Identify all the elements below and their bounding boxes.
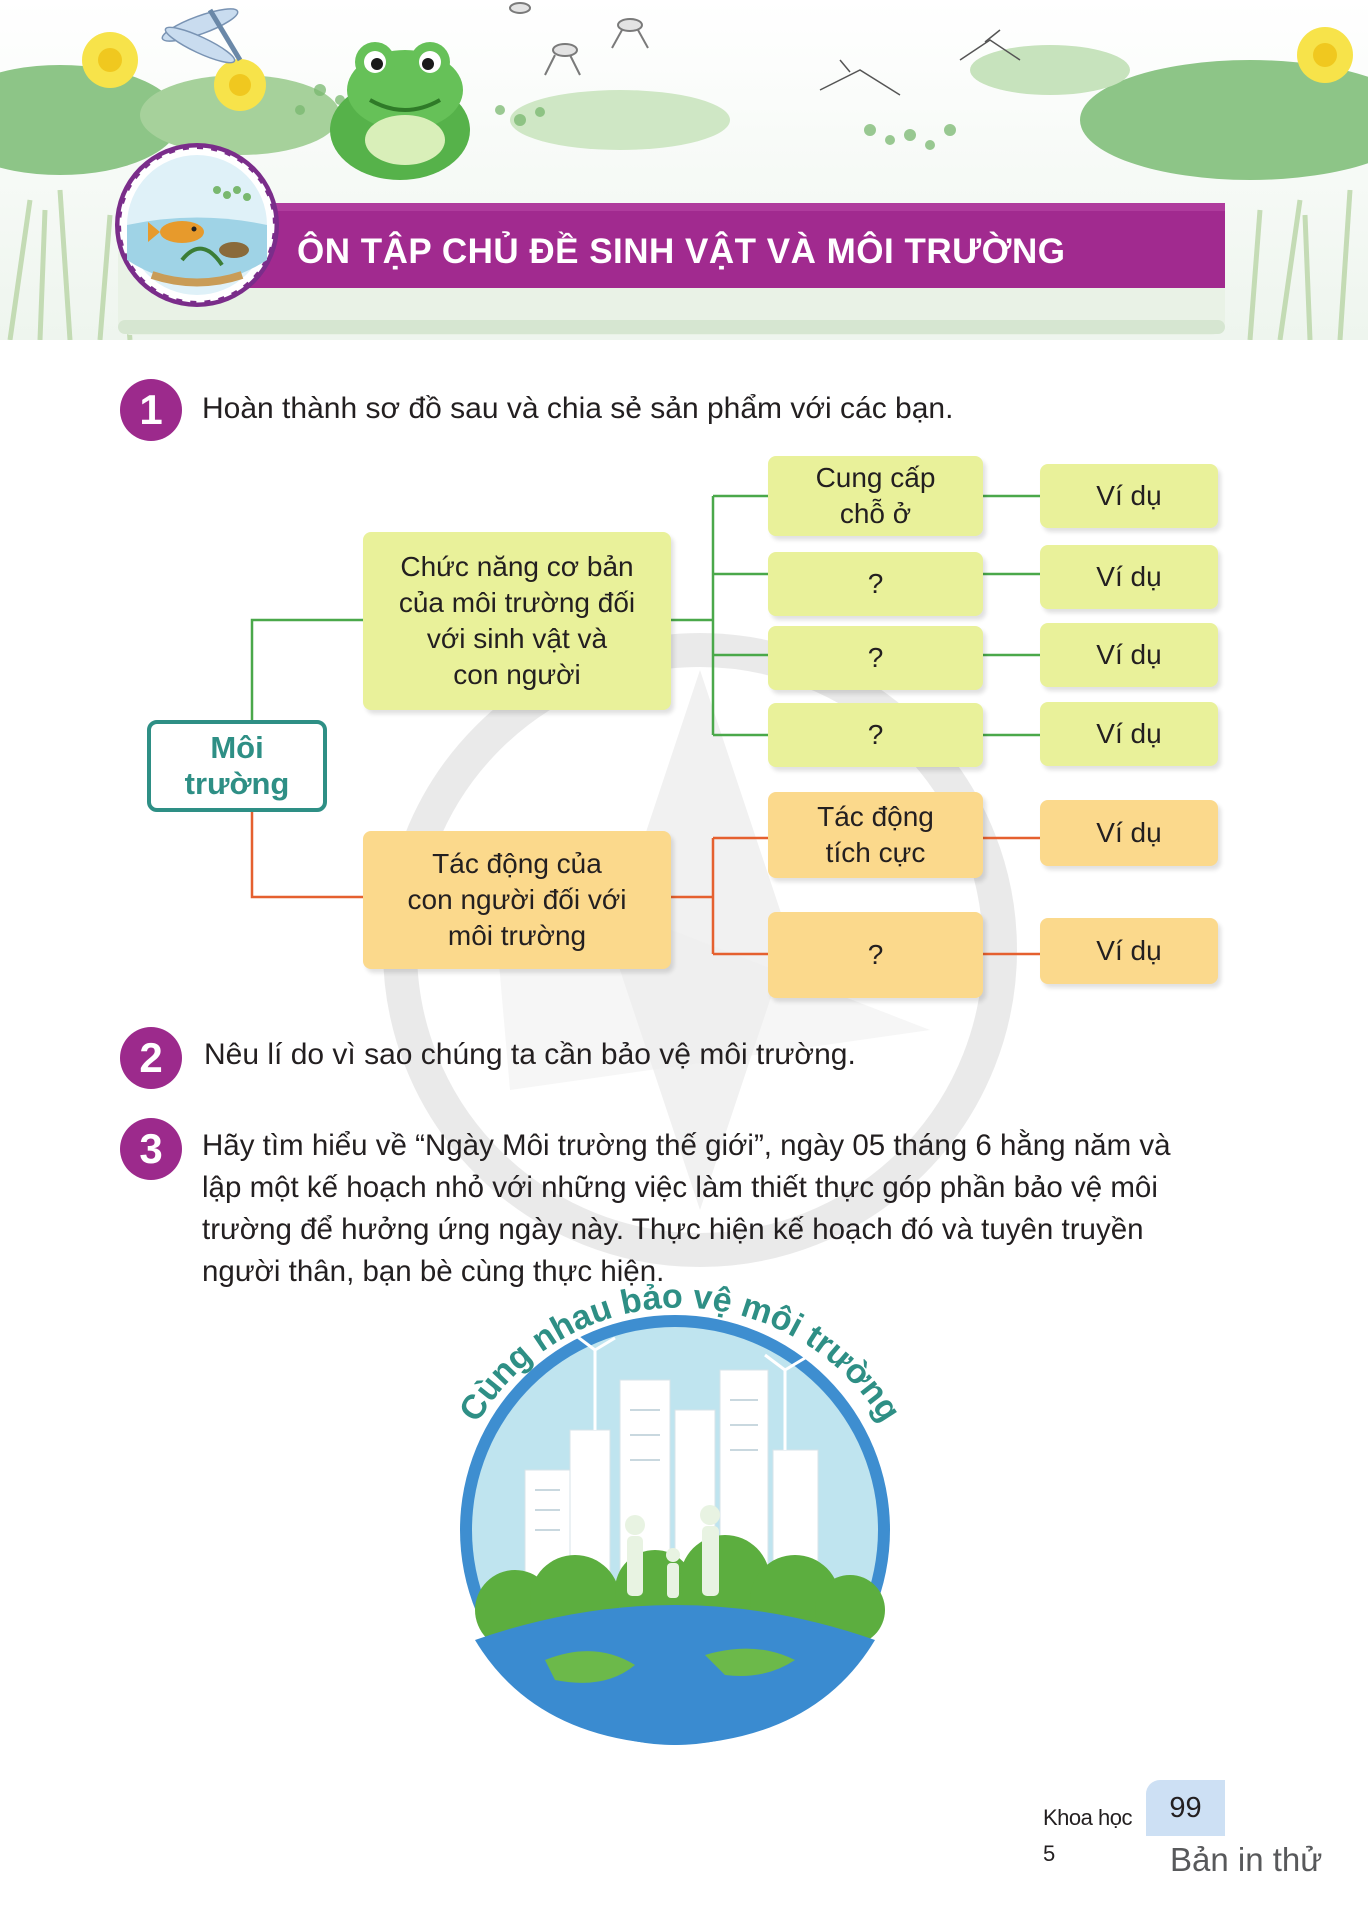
question-3-line: Hãy tìm hiểu về “Ngày Môi trường thế giới”, ngày 05 tháng 6 hằng năm và: [202, 1129, 1171, 1162]
blank-answer-marker: ?: [867, 939, 884, 970]
branch-node-label-line: của môi trường đối: [398, 587, 636, 618]
blank-answer-marker: ?: [867, 568, 884, 599]
branch-node-label-line: Tác động của: [432, 848, 602, 879]
question-2-text: Nêu lí do vì sao chúng ta cần bảo vệ môi trường.: [204, 1038, 856, 1071]
branch-node-functions: [363, 532, 671, 710]
branch-node-human-impact: [363, 831, 671, 969]
child-node-label-line: tích cực: [825, 837, 926, 868]
footer-book-title: Khoa học 5: [1043, 1805, 1132, 1866]
slogan-arc: [430, 1277, 930, 1460]
example-label: Ví dụ: [1096, 561, 1162, 592]
draft-print-note: Bản in thử: [1170, 1841, 1323, 1878]
question-3-line: lập một kế hoạch nhỏ với những việc làm thiết thực góp phần bảo vệ môi: [202, 1171, 1158, 1204]
branch-node-label-line: con người đối với: [407, 884, 627, 915]
child-node-blank-3[interactable]: [768, 626, 983, 690]
branch-node-label-line: con người: [453, 659, 581, 690]
child-node-blank-negative[interactable]: [768, 912, 983, 998]
child-node-label-line: Cung cấp: [815, 462, 936, 493]
branch-node-label-line: Chức năng cơ bản: [400, 551, 634, 582]
child-node-provide-habitat: [768, 456, 983, 536]
mind-map-diagram: [130, 450, 1240, 1010]
svg-text:Cùng nhau bảo vệ môi trường: [452, 1277, 908, 1428]
child-node-blank-4[interactable]: [768, 703, 983, 767]
blank-answer-marker: ?: [867, 719, 884, 750]
example-node[interactable]: [1040, 702, 1218, 766]
branch-node-label-line: với sinh vật và: [426, 623, 608, 654]
question-3-text: [202, 1125, 1232, 1293]
child-node-blank-2[interactable]: [768, 552, 983, 616]
root-node-label: Môi trường: [184, 730, 290, 801]
example-node[interactable]: [1040, 800, 1218, 866]
question-3-line: trường để hưởng ứng ngày này. Thực hiện kế hoạch đó và tuyên truyền: [202, 1213, 1144, 1246]
example-label: Ví dụ: [1096, 817, 1162, 848]
fish-pond-badge-icon: [112, 140, 282, 310]
question-3-line: người thân, bạn bè cùng thực hiện.: [202, 1255, 665, 1288]
example-label: Ví dụ: [1096, 480, 1162, 511]
example-node[interactable]: [1040, 464, 1218, 528]
example-node[interactable]: [1040, 545, 1218, 609]
child-node-positive-impact: [768, 792, 983, 878]
example-node[interactable]: [1040, 623, 1218, 687]
question-2-number: 2: [120, 1027, 182, 1089]
child-node-label-line: Tác động: [817, 801, 934, 832]
question-3-number: 3: [120, 1118, 182, 1180]
example-label: Ví dụ: [1096, 718, 1162, 749]
branch-node-label-line: môi trường: [447, 920, 587, 951]
example-label: Ví dụ: [1096, 639, 1162, 670]
child-node-label-line: chỗ ở: [839, 498, 912, 529]
question-1-number: 1: [120, 379, 182, 441]
root-node: [147, 720, 327, 812]
page-title: ÔN TẬP CHỦ ĐỀ SINH VẬT VÀ MÔI TRƯỜNG: [297, 232, 1066, 271]
slogan-text: Cùng nhau bảo vệ môi trường: [451, 1277, 909, 1429]
page-number: 99: [1146, 1780, 1225, 1836]
example-node[interactable]: [1040, 918, 1218, 984]
question-1-text: Hoàn thành sơ đồ sau và chia sẻ sản phẩm với các bạn.: [202, 392, 954, 425]
example-label: Ví dụ: [1096, 935, 1162, 966]
blank-answer-marker: ?: [867, 642, 884, 673]
